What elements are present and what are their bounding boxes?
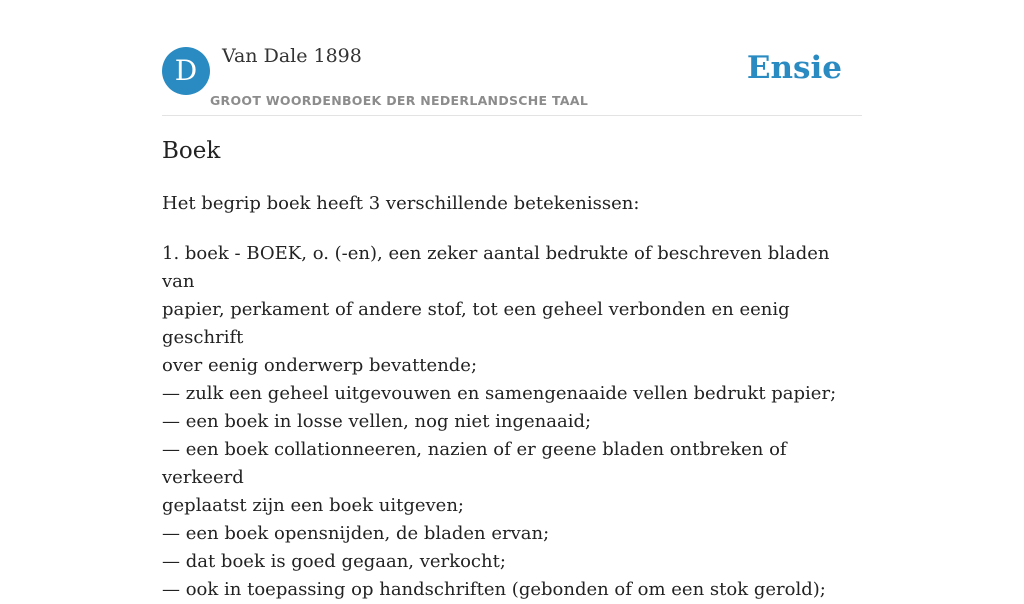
page xyxy=(162,0,862,600)
definition-line: — ook in toepassing op handschriften (gebonden of om een stok gerold); xyxy=(162,579,826,600)
definition-line: over eenig onderwerp bevattende; xyxy=(162,355,478,376)
definition-line: papier, perkament of andere stof, tot een geheel verbonden en eenig geschrift xyxy=(162,299,790,348)
brand-logo[interactable]: Ensie xyxy=(746,50,842,86)
header xyxy=(162,0,862,116)
definition-text xyxy=(162,240,862,604)
definition-line: — een boek collationneeren, nazien of er geene bladen ontbreken of verkeerd xyxy=(162,439,787,488)
definition-line: — een boek in losse vellen, nog niet ingenaaid; xyxy=(162,411,592,432)
source-logo[interactable]: D xyxy=(162,47,210,95)
definition-line: — een boek opensnijden, de bladen ervan; xyxy=(162,523,550,544)
source-title[interactable]: Van Dale 1898 xyxy=(222,45,362,67)
entry-intro: Het begrip boek heeft 3 verschillende betekenissen: xyxy=(162,193,640,214)
source-subtitle: GROOT WOORDENBOEK DER NEDERLANDSCHE TAAL xyxy=(210,93,589,108)
definition-line: geplaatst zijn een boek uitgeven; xyxy=(162,495,464,516)
definition-line: — dat boek is goed gegaan, verkocht; xyxy=(162,551,506,572)
definition-line: — zulk een geheel uitgevouwen en samengenaaide vellen bedrukt papier; xyxy=(162,383,837,404)
definition-line: 1. boek - BOEK, o. (-en), een zeker aantal bedrukte of beschreven bladen van xyxy=(162,243,830,292)
entry-title: Boek xyxy=(162,138,221,164)
